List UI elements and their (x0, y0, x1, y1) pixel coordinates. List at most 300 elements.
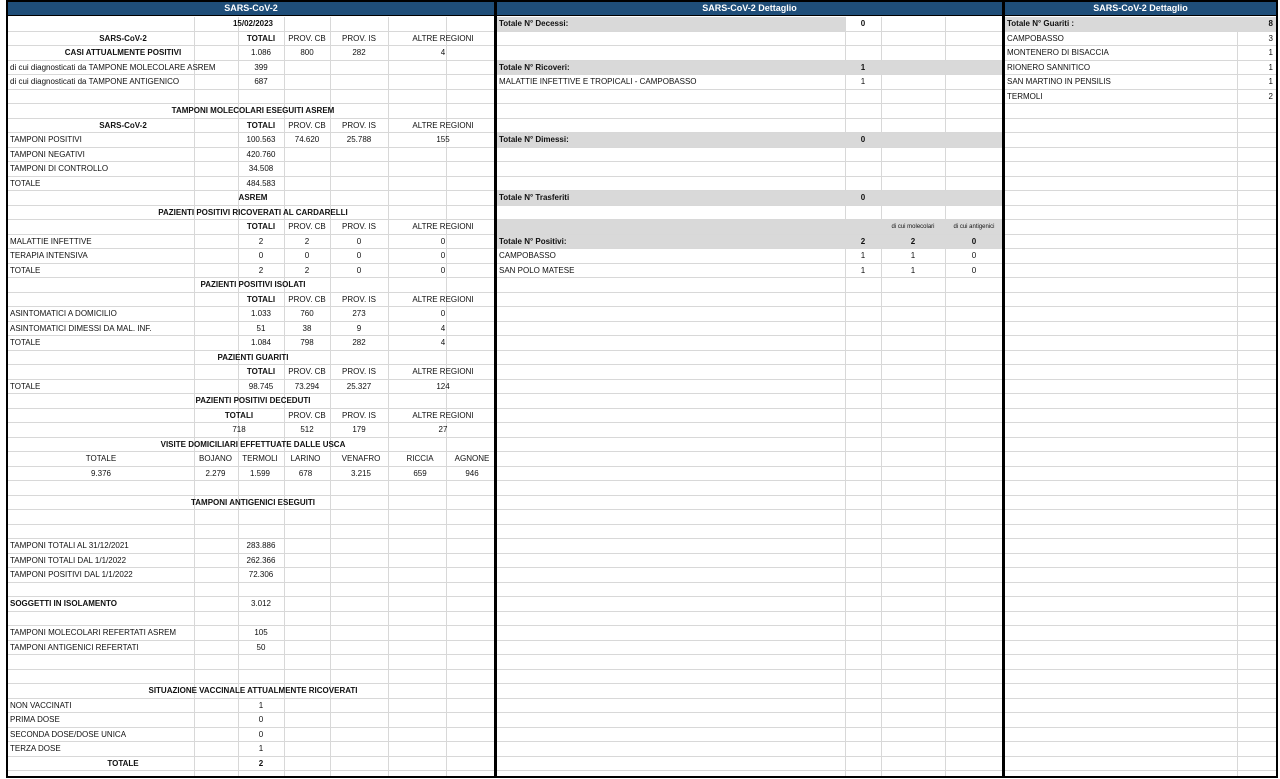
grid-row (8, 742, 494, 757)
value-cell: 3 (1268, 33, 1273, 43)
table-cell: 0 (440, 251, 446, 260)
column-header: LARINO (290, 454, 321, 463)
grid-row (1005, 90, 1276, 105)
row-label: Totale N° Positivi: (499, 236, 567, 246)
grid-row (497, 191, 1002, 206)
grid-row (1005, 191, 1276, 206)
grid-row (497, 293, 1002, 308)
table-cell: 38 (302, 323, 312, 333)
grid-row (497, 46, 1002, 61)
value-cell: 1 (910, 265, 916, 275)
grid-row (8, 336, 494, 351)
grid-row (1005, 539, 1276, 554)
grid-row (1005, 351, 1276, 366)
column-header: TOTALI (246, 222, 276, 231)
grid-row (497, 75, 1002, 90)
table-cell: TOTALE (10, 381, 41, 391)
grid-row (497, 365, 1002, 380)
grid-row (8, 307, 494, 322)
table-cell: 0 (440, 265, 446, 275)
grid-row (1005, 177, 1276, 192)
grid-row (497, 162, 1002, 177)
grid-row (497, 438, 1002, 453)
grid-row (1005, 684, 1276, 699)
column-header: PROV. CB (288, 222, 326, 231)
grid-row (8, 670, 494, 685)
grid-row (497, 626, 1002, 641)
grid-row (497, 235, 1002, 250)
value-cell: 72.306 (248, 570, 274, 579)
grid-row (497, 525, 1002, 540)
grid-row (8, 162, 494, 177)
table-cell: TAMPONI NEGATIVI (10, 149, 85, 159)
column-header: PROV. CB (288, 410, 326, 420)
grid-row (497, 90, 1002, 105)
row-label: SOGGETTI IN ISOLAMENTO (10, 599, 117, 608)
grid-row (8, 655, 494, 670)
grid-row (497, 119, 1002, 134)
value-cell: 3.012 (250, 599, 272, 608)
grid-row (8, 728, 494, 743)
grid-row (8, 757, 494, 772)
value-cell: 1 (860, 251, 866, 260)
grid-row (8, 133, 494, 148)
table-cell: 2 (258, 236, 264, 246)
row-label: CAMPOBASSO (1007, 33, 1064, 43)
grid-row (497, 133, 1002, 148)
table-cell: 27 (438, 425, 448, 434)
grid-row (8, 322, 494, 337)
grid-row (1005, 423, 1276, 438)
grid-row (497, 380, 1002, 395)
column-header: TOTALI (246, 367, 276, 376)
section-title: PAZIENTI POSITIVI RICOVERATI AL CARDARELLI (158, 207, 348, 217)
grid-row (497, 467, 1002, 482)
grid-row (8, 293, 494, 308)
grid-row (8, 235, 494, 250)
table-cell: 0 (440, 236, 446, 246)
table-cell: 25.327 (346, 381, 372, 391)
column-header: ALTRE REGIONI (412, 294, 474, 304)
row-label: RIONERO SANNITICO (1007, 62, 1091, 72)
grid-row (497, 409, 1002, 424)
table-cell: TAMPONI POSITIVI (10, 135, 82, 144)
grid-row (497, 699, 1002, 714)
grid-row (8, 409, 494, 424)
column-header: ALTRE REGIONI (412, 410, 474, 420)
table-cell: TOTALE (10, 338, 41, 347)
column-header: ALTRE REGIONI (412, 367, 474, 376)
value-cell: 1 (1268, 48, 1273, 57)
table-cell: 51 (256, 323, 266, 333)
grid-row (1005, 235, 1276, 250)
grid-row (497, 17, 1002, 32)
table-cell: 678 (298, 468, 313, 478)
table-cell (284, 177, 330, 191)
column-header: TERMOLI (242, 454, 278, 463)
row-label: Totale N° Decessi: (499, 19, 569, 28)
table-cell: 420.760 (246, 149, 276, 159)
value-cell: 0 (860, 193, 866, 202)
section-title: TAMPONI MOLECOLARI ESEGUITI ASREM (171, 106, 335, 115)
grid-row (8, 496, 494, 511)
grid-row (1005, 32, 1276, 47)
table-cell: 484.583 (246, 178, 276, 188)
column-header: PROV. IS (342, 222, 376, 231)
row-label: SAN MARTINO IN PENSILIS (1007, 77, 1111, 86)
row-label: TAMPONI MOLECOLARI REFERTATI ASREM (10, 628, 177, 637)
grid-row (8, 423, 494, 438)
grid-row (1005, 206, 1276, 221)
table-cell (330, 177, 388, 191)
grid-row (1005, 452, 1276, 467)
section-title: PAZIENTI POSITIVI ISOLATI (200, 280, 306, 289)
grid-row (1005, 554, 1276, 569)
value-cell: 1 (860, 265, 866, 275)
grid-row (497, 583, 1002, 598)
table-cell: 4 (440, 323, 446, 333)
grid-row (8, 380, 494, 395)
table-cell: 282 (352, 338, 366, 347)
grid-row (1005, 46, 1276, 61)
table-cell: 2.279 (205, 468, 226, 478)
grid-row (8, 467, 494, 482)
section-title: TAMPONI ANTIGENICI ESEGUITI (190, 497, 315, 507)
value-cell: 1 (1268, 77, 1273, 86)
row-label: TAMPONI POSITIVI DAL 1/1/2022 (10, 570, 133, 579)
table-cell: ASINTOMATICI DIMESSI DA MAL. INF. (10, 323, 152, 333)
table-cell: 659 (413, 468, 427, 478)
column-header: PROV. IS (342, 120, 376, 130)
table-cell: 1.084 (250, 338, 272, 347)
row-label: TAMPONI TOTALI AL 31/12/2021 (10, 541, 129, 550)
grid-row (8, 191, 494, 206)
row-label: CAMPOBASSO (499, 251, 556, 260)
table-cell: 2 (258, 265, 264, 275)
table-cell: 25.788 (346, 135, 372, 144)
row-label: MONTENERO DI BISACCIA (1007, 48, 1109, 57)
grid-row (497, 148, 1002, 163)
table-cell: 0 (440, 309, 446, 318)
grid-row (1005, 119, 1276, 134)
grid-row (1005, 699, 1276, 714)
table-cell: 718 (232, 425, 246, 434)
value-cell: 1.086 (250, 48, 272, 57)
panel-header: SARS-CoV-2 Dettaglio (497, 2, 1002, 16)
grid-row (1005, 510, 1276, 525)
column-header: PROV. IS (342, 410, 376, 420)
grid-row (497, 612, 1002, 627)
grid-row (497, 641, 1002, 656)
value-cell: 2 (1268, 91, 1273, 101)
panel-header: SARS-CoV-2 (8, 2, 494, 16)
grid-row (8, 525, 494, 540)
grid-row (8, 684, 494, 699)
grid-row (8, 75, 494, 90)
row-label: MALATTIE INFETTIVE E TROPICALI - CAMPOBASSO (499, 77, 697, 86)
grid-row (1005, 380, 1276, 395)
panel-header: SARS-CoV-2 Dettaglio (1005, 2, 1276, 16)
row-label: Totale N° Guariti : (1007, 19, 1075, 28)
row-label: Totale N° Ricoveri: (499, 62, 570, 72)
row-label: SECONDA DOSE/DOSE UNICA (10, 729, 127, 739)
column-header: TOTALI (224, 410, 254, 420)
value-cell: 105 (254, 628, 268, 637)
row-label: TOTALE (107, 758, 139, 768)
grid-row (1005, 133, 1276, 148)
grid-row (1005, 525, 1276, 540)
grid-row (497, 728, 1002, 743)
grid-row (8, 612, 494, 627)
row-label: SAN POLO MATESE (499, 265, 575, 275)
grid-row (497, 336, 1002, 351)
table-cell: TOTALE (10, 178, 41, 188)
row-label: CASI ATTUALMENTE POSITIVI (64, 48, 182, 57)
table-cell: 1.033 (250, 309, 272, 318)
row-label: TAMPONI ANTIGENICI REFERTATI (10, 642, 139, 652)
grid-row (8, 220, 494, 235)
grid-row (8, 481, 494, 496)
grid-row (1005, 220, 1276, 235)
table-cell: 946 (465, 468, 479, 478)
grid-row (497, 481, 1002, 496)
value-cell: 1 (910, 251, 916, 260)
grid-row (1005, 162, 1276, 177)
grid-row (1005, 438, 1276, 453)
column-header: SARS-CoV-2 (99, 120, 147, 130)
grid-row (8, 177, 494, 192)
grid-row (1005, 365, 1276, 380)
table-cell: MALATTIE INFETTIVE (10, 236, 92, 246)
column-header: PROV. CB (288, 120, 326, 130)
grid-row (8, 510, 494, 525)
grid-row (497, 597, 1002, 612)
section-title: PAZIENTI GUARITI (217, 352, 289, 362)
grid-row (1005, 626, 1276, 641)
grid-row (497, 220, 1002, 235)
grid-row (497, 307, 1002, 322)
grid-row (497, 423, 1002, 438)
column-header: di cui molecolari (891, 224, 935, 230)
table-cell: 0 (356, 251, 362, 260)
value-cell: 4 (440, 48, 446, 57)
row-label: TAMPONI TOTALI DAL 1/1/2022 (10, 555, 127, 565)
grid-row (1005, 568, 1276, 583)
grid-row (497, 568, 1002, 583)
table-cell: 0 (356, 265, 362, 275)
grid-row (8, 394, 494, 409)
column-header: PROV. IS (342, 33, 376, 43)
column-header: SARS-CoV-2 (99, 33, 147, 43)
grid-row (8, 148, 494, 163)
grid-row (1005, 249, 1276, 264)
table-cell: 760 (300, 309, 314, 318)
table-cell: 4 (440, 338, 446, 347)
grid-row (8, 351, 494, 366)
table-cell: 9.376 (90, 468, 112, 478)
table-cell: TOTALE (10, 265, 41, 275)
grid-row (8, 568, 494, 583)
grid-row (1005, 307, 1276, 322)
grid-row (497, 104, 1002, 119)
value-cell: 0 (258, 715, 264, 724)
grid-row (1005, 148, 1276, 163)
grid-row (497, 264, 1002, 279)
column-header: VENAFRO (341, 454, 381, 463)
grid-row (8, 278, 494, 293)
value-cell: 2 (910, 236, 916, 246)
grid-row (497, 249, 1002, 264)
table-cell (388, 148, 496, 162)
value-cell: 0 (971, 236, 977, 246)
value-cell: 8 (1268, 19, 1273, 28)
value-cell: 687 (254, 77, 268, 86)
value-cell: 0 (860, 19, 866, 28)
grid-row (8, 119, 494, 134)
grid-row (1005, 17, 1276, 32)
row-label: NON VACCINATI (10, 700, 72, 710)
grid-row (1005, 612, 1276, 627)
grid-row (497, 32, 1002, 47)
table-cell (388, 177, 496, 191)
column-header: ALTRE REGIONI (412, 120, 474, 130)
grid-row (497, 452, 1002, 467)
column-header: PROV. CB (288, 367, 326, 376)
grid-row (8, 17, 494, 32)
table-cell: TAMPONI DI CONTROLLO (10, 164, 109, 173)
grid-row (497, 539, 1002, 554)
grid-row (8, 554, 494, 569)
grid-row (1005, 597, 1276, 612)
value-cell: 0 (971, 251, 977, 260)
value-cell: 1 (258, 700, 264, 710)
row-label: Totale N° Trasferiti (499, 193, 570, 202)
value-cell: 0 (860, 135, 866, 144)
row-label: di cui diagnosticati da TAMPONE ANTIGENICO (10, 77, 180, 86)
value-cell: 0 (258, 729, 264, 739)
grid-row (8, 206, 494, 221)
detail-panel (495, 0, 1004, 778)
column-header: ALTRE REGIONI (412, 222, 474, 231)
column-header: TOTALI (246, 33, 276, 43)
grid-row (8, 61, 494, 76)
grid-row (497, 757, 1002, 772)
grid-row (8, 249, 494, 264)
grid-row (1005, 409, 1276, 424)
table-cell: 74.620 (294, 135, 320, 144)
value-cell: 1 (258, 744, 264, 753)
grid-row (8, 626, 494, 641)
grid-row (497, 713, 1002, 728)
table-cell (284, 162, 330, 176)
column-header: PROV. IS (342, 294, 376, 304)
grid-row (497, 278, 1002, 293)
main-summary-panel (6, 0, 496, 778)
grid-row (8, 264, 494, 279)
table-cell: 34.508 (248, 164, 274, 173)
grid-row (497, 655, 1002, 670)
main-summary-grid (8, 17, 494, 776)
table-cell: 124 (436, 381, 450, 391)
column-header: di cui antigenici (953, 224, 995, 230)
table-cell: 100.563 (246, 135, 276, 144)
value-cell: 282 (352, 48, 366, 57)
table-cell: 179 (352, 425, 366, 434)
row-label: Totale N° Dimessi: (499, 135, 569, 144)
grid-row (1005, 670, 1276, 685)
grid-row (1005, 278, 1276, 293)
column-header: TOTALI (246, 120, 276, 130)
table-cell (388, 162, 496, 176)
grid-row (497, 554, 1002, 569)
column-header: ALTRE REGIONI (412, 33, 474, 43)
guariti-panel (1003, 0, 1278, 778)
grid-row (8, 365, 494, 380)
column-header: PROV. IS (342, 367, 376, 376)
table-cell: 798 (300, 338, 314, 347)
grid-row (1005, 264, 1276, 279)
table-cell: TERAPIA INTENSIVA (10, 251, 88, 260)
table-cell: 2 (304, 265, 310, 275)
value-cell: 1 (860, 77, 866, 86)
grid-row (8, 46, 494, 61)
value-cell: 1 (860, 62, 866, 72)
grid-row (1005, 496, 1276, 511)
section-title: VISITE DOMICILIARI EFFETTUATE DALLE USCA (160, 439, 346, 449)
grid-row (1005, 655, 1276, 670)
grid-row (1005, 104, 1276, 119)
table-cell: 73.294 (294, 381, 320, 391)
table-cell: 2 (304, 236, 310, 246)
table-cell: 155 (436, 135, 450, 144)
section-title: PAZIENTI POSITIVI DECEDUTI (195, 396, 311, 405)
table-cell: 9 (356, 323, 362, 333)
column-header: TOTALI (246, 294, 276, 304)
grid-row (8, 32, 494, 47)
grid-row (1005, 641, 1276, 656)
table-cell: 3.215 (350, 468, 372, 478)
grid-row (8, 104, 494, 119)
grid-row (8, 597, 494, 612)
guariti-grid (1005, 17, 1276, 776)
value-cell: 283.886 (246, 541, 276, 550)
detail-grid (497, 17, 1002, 776)
row-label: di cui diagnosticati da TAMPONE MOLECOLARE ASREM (10, 62, 216, 72)
value-cell: 1 (1268, 62, 1273, 72)
table-cell: 98.745 (248, 381, 274, 391)
grid-row (497, 61, 1002, 76)
grid-row (497, 670, 1002, 685)
grid-row (1005, 728, 1276, 743)
grid-row (497, 206, 1002, 221)
row-label: PRIMA DOSE (10, 715, 60, 724)
grid-row (1005, 336, 1276, 351)
grid-row (497, 177, 1002, 192)
section-title: ASREM (238, 193, 268, 202)
table-cell (330, 148, 388, 162)
grid-row (497, 496, 1002, 511)
grid-row (8, 452, 494, 467)
table-cell: 0 (356, 236, 362, 246)
table-cell: ASINTOMATICI A DOMICILIO (10, 309, 117, 318)
grid-row (8, 583, 494, 598)
table-cell: 273 (352, 309, 366, 318)
grid-row (497, 394, 1002, 409)
grid-row (1005, 293, 1276, 308)
column-header: TOTALE (85, 454, 117, 463)
table-cell: 0 (304, 251, 310, 260)
value-cell: 262.366 (246, 555, 276, 565)
